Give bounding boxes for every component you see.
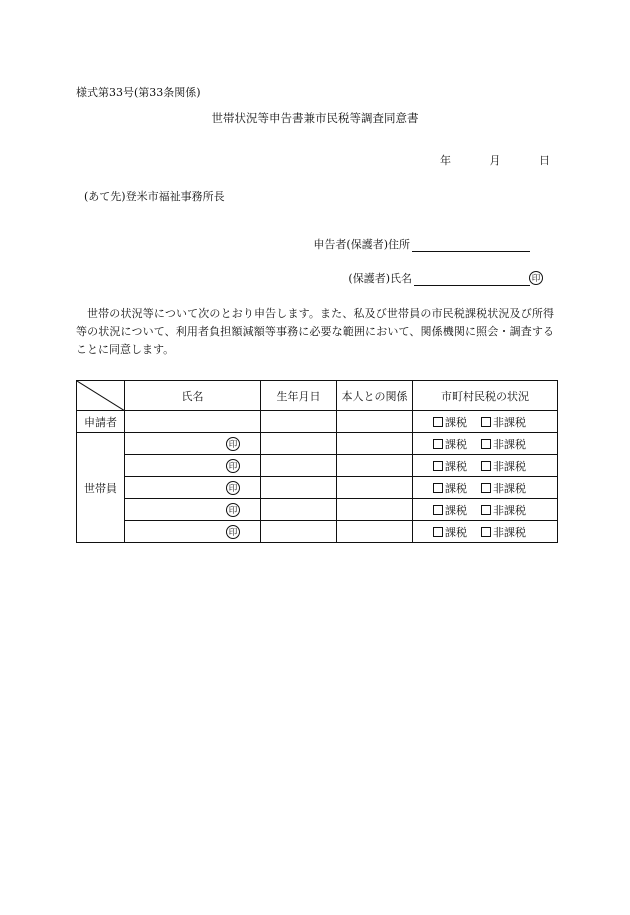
taxed-label: 課税 [445,481,467,495]
checkbox-icon[interactable] [481,527,491,537]
member-tax-cell [413,521,558,543]
table-header-row [77,381,558,411]
member-row [77,433,558,455]
header-birthdate: 生年月日 [261,381,337,411]
taxed-option[interactable] [433,414,467,430]
non-taxed-label: 非課税 [493,415,526,429]
applicant-label: 申請者 [77,411,125,433]
member-birthdate-cell[interactable] [261,455,337,477]
date-line [440,154,550,168]
name-label: (保護者)氏名 [348,272,412,285]
seal-mark-icon: 印 [226,503,240,517]
household-tax-table [76,380,558,543]
member-tax-cell [413,477,558,499]
member-row [77,455,558,477]
form-number: 様式第33号(第33条関係) [76,86,201,99]
date-year-label: 年 [440,154,451,167]
applicant-row [77,411,558,433]
taxed-option[interactable] [433,480,467,496]
seal-mark-icon: 印 [226,481,240,495]
member-tax-cell [413,499,558,521]
member-birthdate-cell[interactable] [261,433,337,455]
diagonal-line-icon [77,381,125,411]
address-field[interactable] [412,238,530,252]
member-relationship-cell[interactable] [337,477,413,499]
member-tax-cell [413,433,558,455]
member-relationship-cell[interactable] [337,521,413,543]
consent-statement: 世帯の状況等について次のとおり申告します。また、私及び世帯員の市民税課税状況及び所得等の状況について、利用者負担額減額等事務に必要な範囲において、関係機関に照会・調査することに同意します。 [76,307,554,356]
taxed-option[interactable] [433,502,467,518]
checkbox-icon[interactable] [433,505,443,515]
member-row [77,521,558,543]
taxed-option[interactable] [433,436,467,452]
checkbox-icon[interactable] [433,483,443,493]
taxed-label: 課税 [445,525,467,539]
member-row [77,499,558,521]
member-birthdate-cell[interactable] [261,477,337,499]
seal-mark-icon: 印 [226,437,240,451]
member-name-cell[interactable] [125,499,261,521]
members-label: 世帯員 [77,433,125,543]
applicant-name-cell[interactable] [125,411,261,433]
taxed-label: 課税 [445,415,467,429]
checkbox-icon[interactable] [433,461,443,471]
non-taxed-label: 非課税 [493,481,526,495]
taxed-label: 課税 [445,459,467,473]
applicant-relationship-cell[interactable] [337,411,413,433]
header-relationship: 本人との関係 [337,381,413,411]
checkbox-icon[interactable] [433,417,443,427]
member-birthdate-cell[interactable] [261,521,337,543]
taxed-label: 課税 [445,437,467,451]
checkbox-icon[interactable] [433,527,443,537]
document-title: 世帯状況等申告書兼市民税等調査同意書 [211,111,419,125]
seal-mark-icon: 印 [226,525,240,539]
checkbox-icon[interactable] [481,417,491,427]
non-taxed-option[interactable] [481,414,526,430]
non-taxed-label: 非課税 [493,459,526,473]
addressee: (あて先)登米市福祉事務所長 [84,190,225,203]
non-taxed-option[interactable] [481,524,526,540]
member-relationship-cell[interactable] [337,433,413,455]
date-day-label: 日 [539,154,550,167]
member-name-cell[interactable] [125,521,261,543]
non-taxed-option[interactable] [481,436,526,452]
checkbox-icon[interactable] [481,483,491,493]
non-taxed-label: 非課税 [493,525,526,539]
date-month-label: 月 [489,154,501,167]
header-name: 氏名 [125,381,261,411]
non-taxed-label: 非課税 [493,503,526,517]
checkbox-icon[interactable] [481,505,491,515]
member-name-cell[interactable] [125,477,261,499]
member-row [77,477,558,499]
header-tax-status: 市町村民税の状況 [413,381,558,411]
guardian-name-line [300,272,541,286]
seal-mark-icon: 印 [226,459,240,473]
non-taxed-label: 非課税 [493,437,526,451]
non-taxed-option[interactable] [481,480,526,496]
applicant-address-line [300,238,530,252]
checkbox-icon[interactable] [481,461,491,471]
name-field[interactable] [414,272,530,286]
member-name-cell[interactable] [125,455,261,477]
member-tax-cell [413,455,558,477]
seal-mark-icon: 印 [529,271,543,285]
applicant-tax-cell [413,411,558,433]
member-name-cell[interactable] [125,433,261,455]
taxed-option[interactable] [433,458,467,474]
taxed-option[interactable] [433,524,467,540]
applicant-birthdate-cell[interactable] [261,411,337,433]
diagonal-corner-cell [77,381,125,411]
member-birthdate-cell[interactable] [261,499,337,521]
address-label: 申告者(保護者)住所 [313,238,410,251]
taxed-label: 課税 [445,503,467,517]
checkbox-icon[interactable] [481,439,491,449]
member-relationship-cell[interactable] [337,455,413,477]
checkbox-icon[interactable] [433,439,443,449]
non-taxed-option[interactable] [481,502,526,518]
member-relationship-cell[interactable] [337,499,413,521]
non-taxed-option[interactable] [481,458,526,474]
